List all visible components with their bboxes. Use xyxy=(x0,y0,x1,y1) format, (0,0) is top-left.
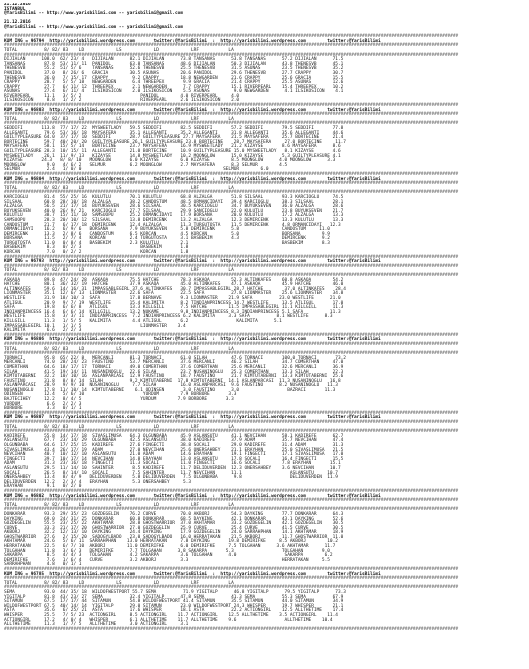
section-separator: ########################################################################################################################################################################## xyxy=(4,254,459,260)
table-row: GUILTYPLEASURE 28.3 10/ 15/ 11 ALLEGANTI 21.0 BORTECINE 10.9 GUILTYPLEASURE 15.0 MYSWEETLADY 8.1 KIZAYSE 4.6 xyxy=(4,149,341,154)
section-separator: ########################################################################################################################################################################## xyxy=(4,498,459,504)
table-row: ILSIKOSICON 8.8 1/ 2/ 2 RIVERPEARL 2.6 ILSIKOSICON 2.0 xyxy=(4,98,240,104)
table-row: GUILTYPLEASURE 64.0 37/ 17/ 10 SEDDIFI 28.7 GUILTYPLEASURE 27.7 MAYSAFERA 21.5 MAYSAFERA 25.7 BORTECINE 21.4 xyxy=(4,135,344,141)
table-row: ASLANPARCASI 28.9 9/ 9/ 10 NUSANINOGLU 7.7 SILAH 16.0 ASLANPARCASI 9.6 FAUSTINO 8.2 NUSANINOGLU 11.3 xyxy=(4,383,338,389)
section-separator: ########################################################################################################################################################################## xyxy=(4,585,459,591)
table-row: COMERTHAN 64.6 18/ 17/ 17 TORNACI 49.0 COMERTHAN 37.6 COMERTHAN 25.6 MERCANLI 32.6 MERCANLI 36.9 xyxy=(4,364,344,370)
table-row: KIMTUTABERNI 32.2 10/ 10/ 16 ASLANPARCASI 12.9 FAUSTINO 18.7 FAUSTINO 21.7 KIMTUTABERNI 13.3 KIMTUTABERNI 25.6 xyxy=(4,374,344,380)
table-row: GOZDEGELIN 55.5 23/ 25/ 22 AKHTAMAR 28.8 GHOSTWARRIOR 37.0 AKHTAMAR 33.2 GOZDEGELIN 42.1 GOZDEGELIN 30.5 xyxy=(4,521,344,527)
table-row: NUSANINOGLU 17.8 11/ 10/ 14 KIMTUTABERNI 6.1 ODINSEN 3.0 FAUSTINO 3.0 BAZRACI 11.3 xyxy=(4,387,336,393)
table-row: ALZALGA 56.5 21/ 17/ 14 BUYUKSEVEN 28.6 SILSAAL 30.5 KARCIOGLU 34.7 BUYUKSEVEN 36.0 ALZALGA 28.6 xyxy=(4,204,344,210)
table-row: CRAPPY 28.7 5/ 5/ 18 NEWGARDEN 6.4 THREEPEX 9.9 GRACIA 21.4 CRAPPY 25.5 ASUNAS 12.6 xyxy=(4,80,344,86)
table-row: PANIDOL 37.0 8/ 26/ 6 GRACIA 30.5 ASUNAS 20.6 PANIDOL 29.6 THENESVB 27.7 CRAPPY 30.7 xyxy=(4,70,344,76)
section-separator: ########################################################################################################################################################################## xyxy=(4,576,459,582)
section-separator: ########################################################################################################################################################################## xyxy=(4,626,459,632)
section-separator: ########################################################################################################################################################################## xyxy=(4,420,459,426)
table-row: SILAH 41.5 19/ 14/ 11 NUSANINOGLU 22.6 SILAH 23.7 NUSANINOGLU 25.3 COMERTHAN 13.3 SILAH 22.3 xyxy=(4,369,344,375)
section-separator: ########################################################################################################################################################################## xyxy=(4,507,459,513)
table-row: ERAYHAN 9.1 0/ 2/ 0 xyxy=(4,484,82,490)
table-row: YURDUM 6.6 2/ 2/ 3 xyxy=(4,401,82,407)
table-row: DELIDUVERDEN 12.2 2/ 3/ 4 ERAYHAN 5.3 ONERSAHBEY 5.3 xyxy=(4,479,192,485)
table-row: KORCAN 7.0 0/ 2/ 2 KORCAN 1.8 xyxy=(4,250,189,256)
table-row: WILDOFWESTPORT 67.5 40/ 14/ 14 YIGITALP 29.0 SITAMUN 23.0 WILDOFWESTPORT 24.3 WHISPER 19.7 WHISPER 21.1 xyxy=(4,603,344,609)
table-row: AKHTAMAR 24.6 5/ 6/ 11 SARRAHPHAN 13.0 HERRATAKAN 7.8 DAYKING 19.8 DEMIRIFKE 8.5 AKBORJ 10.2 xyxy=(4,539,338,545)
table-row: KULUTLU 38.7 15/ 11/ 10 SAMSUOPU 25.2 ORMANCIDAYI 17.9 BORSANA 20.0 KULUTLU 17.2 ALZALGA 13.3 xyxy=(4,213,344,219)
table-row: SAFA 19.8 6/ 6/ 8 ATLIGUL 13.3 KILLGILL 7.5 HATCHE 11.5 IMPASSABLEGIRL 11.1 KILLGILL 11.3 xyxy=(4,305,344,311)
section-separator: ########################################################################################################################################################################## xyxy=(4,103,459,109)
section-title: KUM ING = 96802 http://yarisbilimi.wordpress.com twitter:@YarisBilimi : http://yarisbilimi.wordpress.com twitter:@YarisBilimi xyxy=(4,493,381,499)
table-row: ATLIGUL 20.9 9/ 7/ 19 WESTLIFE 15.4 KALIMITA 8.2 TINDIANPRINCESS 14.7 WESTLIFE 13.5 ATLIGUL 17.0 xyxy=(4,300,344,306)
section-separator: ########################################################################################################################################################################## xyxy=(4,112,459,118)
section-separator: ########################################################################################################################################################################## xyxy=(4,34,459,40)
table-row: KALIMITA 6.6 2/ 2/ 3 xyxy=(4,328,82,334)
table-row: RIVERPEARL 11.1 3/ 5/ 2 PANIDOL 4.0 RIVERPEARL 4.0 xyxy=(4,93,240,99)
table-row: WESTLIFE 15.8 3/ 3/ 11 INDIANPRINCESS 7.2 INDIANPRINCESS 6.2 KALIMITA 3.3 SAFA 8.1 WESTLIFE 8.3 xyxy=(4,314,333,320)
header-line: 21.12.2016 xyxy=(4,20,31,26)
table-row: WESTLIFE 31.9 18/ 10/ 3 SAFA 17.8 BERNAVE 9.3 LIONMASTER 21.9 SAFA 23.0 WESTLIFE 21.0 xyxy=(4,296,341,301)
header-line: 21.12.2016 xyxy=(4,3,31,7)
table-row: KARCIOGLU 81.4 55/ 25/ 16 KULUTLU 70.1 KULUTLU 68.8 ALZALGA 51.8 SILSAAL 93.3 KARCIOGLU 74.5 xyxy=(4,194,344,200)
table-row: TURGUTOSTA 11.0 0/ 8/ 4 BASBEKIM 2.3 KULUTLU 2.1 BASBEKIM 8.3 xyxy=(4,240,330,246)
table-row: KILLGILL 11.3 1/ 5/ 5 KALIMITA 4.4 ATLIGUL 6.2 KALIMITA 5.1 xyxy=(4,318,282,324)
column-header: TOTAL 8/ 82/ 83 LD LS LD LRF LA xyxy=(4,424,234,430)
table-row: MOONGLOW 9.0 4/ 6/ 2 SELMUR 6.2 MOONGLOW 2.7 MAYSAFERA 8.3 SELMUR 4.5 xyxy=(4,162,288,168)
table-row: ODINSEN 12.4 5/ 6/ 10 YURDUM 7.9 BORBORE 3.3 xyxy=(4,392,237,398)
column-header: TOTAL 8/ 82/ 83 LD LS LD LRF LA xyxy=(4,346,234,352)
table-row: DAYKING 69.0 24/ 31/ 25 DONKARAR 60.8 DONKARAR 68.5 DAYKING 42.1 DONKARAR 43.1 DAYKING 52.6 xyxy=(4,516,344,522)
table-row: WHISPER 25.5 7/ 5/ 23 ACTIONGIRL 8.5 ACTIONGIRL 11.7 ACTIONGIRL 12.5 ALLTHETIME 3.5 ACTIONGIRL 11.4 xyxy=(4,612,338,618)
table-row: AKBORJ 32.2 12/ 13/ 10 DAYKING 24.4 DAYKING 17.9 GOZDEGELIN 24.0 SARRAHPHAN 14.1 AKHTAMAR 18.9 xyxy=(4,530,344,536)
table-row: LIONMASTER 35.1 12/ 6/ 13 LIONMASTER 22.6 SAFA 22.5 SAFA 27.8 LIONMASTER 25.6 LIONMASTER 34.8 xyxy=(4,291,344,297)
table-row: KIZAYSE 24.3 8/ 8/ 10 MOONGLOW 6.0 KIZAYSE 6.0 KIZAYSE 8.5 MOONGLOW 4.0 MOONGLOW 3.3 xyxy=(4,158,336,164)
column-header: TOTAL 8/ 82/ 83 LD LS LD LRF LA xyxy=(4,268,234,274)
table-row: SIVASLIMUSA 43.4 26/ 17/ 19 ADAM 27.0 NEVCIHAN 25.6 ONERSAHBEY 21.1 ERAYHAN 25.0 SIVASLIMUSA 21.5 xyxy=(4,447,344,453)
table-row: ORMANCIDAYI 16.2 6/ 9/ 6 BORSANA 7.9 BUYUKSEVEN 5.8 DEMIRCENK 5.8 CANDOSTUM 11.0 xyxy=(4,227,330,233)
table-row: BAJTECIHEY 12.2 8/ 4/ 5 YURDUM 7.9 BORBORE 3.3 xyxy=(4,397,234,403)
table-row: GHOSTWARRIOR 27.6 2/ 15/ 20 SADOGYLBADO 23.0 SADOGYLBADO 16.0 HERRATAKAN 21.5 AKBORJ 11.7 GHOSTWARRIOR 11.0 xyxy=(4,534,344,540)
column-header: TOTAL 8/ 82/ 83 LD LS LD LRF LA xyxy=(4,116,234,122)
table-row: ALTINKAFES 59.6 14/ 16/ 31 IMPASSABLEGIRL 37.6 ALTINKAFES 30.7 IMPASSABLEGIRL 28.7 HATCHE 37.0 ALTINKAFES 28.4 xyxy=(4,286,346,292)
header-line: @YarisBilimi -- http://www.yarisbilimi.com -- yarisbilimi@gmail.com xyxy=(4,24,183,30)
table-row: BUYUKSEVEN 40.0 26/ 9/ 21 KARCIOGLU 27.7 SILSAAL 29.9 SANCIOGLU 22.0 KULUTLU 23.8 BUYUKSEVEN 21.7 xyxy=(4,208,344,214)
table-row: CURVE 33.3 21/ 17/ 20 GHOSTWARRIOR 27.0 GOZDEGELIN 25.9 CURVE 25.4 CURVE 41.5 CURVE 30.5 xyxy=(4,525,344,531)
table-row: ALLTHETIME 11.3 1/ 7/ 5 ALLTHETIME 3.0 ACTIONGIRL 3.1 xyxy=(4,622,189,628)
section-title: KUM ING = 96793 http://yarisbilimi.wordpress.com twitter:@YarisBilimi : http://yarisbilimi.wordpress.com twitter:@YarisBilimi xyxy=(4,259,381,265)
section-title: KUM ING = 96807 http://yarisbilimi.wordpress.com twitter:@YarisBilimi : http://yarisbilimi.wordpress.com twitter:@YarisBilimi xyxy=(4,415,381,421)
table-row: ASUNAS 27.4 6/ 11/ 4 ILSIKOSICON 2.0 ILSIKOSICON 5.5 ASUNAS 9.0 NEWGARDEN 4.1 ILSIKOSICON 4.1 xyxy=(4,89,344,95)
table-row: DEMIRIFKE 7.6 1/ 6/ 4 CURVE 3.2 AKBORJ 3.3 HERRATAKAN 5.5 xyxy=(4,557,330,563)
table-row: FAUSTINO 31.8 8/ 8/ 14 SILAH 9.2 KIMTUTABERNI 17.8 KIMTUTABERNI 14.1 ASLANPARCASI 11.3 NUSANINOGLU 16.8 xyxy=(4,378,341,384)
table-row: FINGECTI 39.7 10/ 17/ 14 NEVCIHAN 14.8 ERAYHAN 13.0 ASLANSUTU 17.8 SOCALI 16.4 FINGECTI 15.5 xyxy=(4,456,344,462)
table-row: ASLANSUTU 67.7 23/ 14/ 29 OLGUNBABA 42.5 ASLANSUTU 38.0 KADIREFE 37.9 ADAM 35.7 NEVCIHAN 47.4 xyxy=(4,438,344,444)
table-row: SEDDIFI 113.8 77/ 17/ 22 MYSWEETLADY 59.5 SEDDIFI 82.5 SEDDIFI 57.2 SEDDIFI 79.5 SEDDIFI 77.8 xyxy=(4,126,344,132)
table-row: KADIREFE 55.8 14/ 17/ 18 SIVASLIMUSA 64.3 OLGUNBABA 45.9 ASLANSUTU 41.1 NEVCIHAN 58.1 KADIREFE 62.7 xyxy=(4,433,344,439)
table-row: YIGITALP 81.8 43/ 23/ 27 SEMA 32.4 YIGITALP 47.8 SEMA 41.3 SEMA 55.3 SEMA 67.9 xyxy=(4,594,344,600)
table-row: ONERSAHBEY 13.4 8/ 4/ 9 DELIDUVERDEN 5.8 DELIDUVERDEN 7.5 OLGUNBABA 9.8 DELIDUVERDEN 11.9 xyxy=(4,475,338,481)
section-separator: ########################################################################################################################################################################## xyxy=(4,190,459,196)
table-row: CRAPPY 27.7 6/ 11/ 12 THREEPEX 2.1 NEWGARDEN 7.7 CRAPPY 15.1 RIVERPEARL 15.4 THREEPEX 10.2 xyxy=(4,84,344,90)
column-header: TOTAL 8/ 82/ 83 LD LS LD LRF LA xyxy=(4,47,234,53)
results-document xyxy=(4,3,525,632)
header-line: @YarisBilimi -- http://www.yarisbilimi.com -- yarisbilimi@gmail.com xyxy=(4,11,183,17)
table-row: OLGUNBABA 64.6 17/ 25/ 15 KADIREFE 27.6 FINGECTI 38.8 SOCALI 29.0 KADIREFE 31.4 ADAM 31.3 xyxy=(4,443,344,448)
table-row: SAKARPA 8.5 4/ 4/ 3 TOLGAHAN 4.2 SAKARPA 3.6 TOLGAHAN 4.0 SAKARPA 6.2 xyxy=(4,553,333,559)
table-row: THENESVB 36.0 7/ 15/ 17 CRAPPY 9.2 CRAPPY 18.8 NEWGARDEN 21.6 CRAPPY 25.6 GRACIA 15.5 xyxy=(4,75,344,81)
table-row: NEVCIHAN 40.7 10/ 12/ 10 ASLANSUTU 21.0 ADAM 14.6 ERAYHAN 19.1 FINGECTI 17.1 SIVASLIMUSA 17.0 xyxy=(4,452,344,458)
table-row: BORTECINE 59.7 40/ 20/ 20 GUILTYPLEASURE 26.1 GUILTYPLEASURE 23.8 BORTECINE 28.7 MAYSAFERA 27.0 BORTECINE 11.7 xyxy=(4,139,346,145)
table-row: CANDOSTUM 21.7 6/ 17/ 18 DEMIRCENK 12.4 ALZALGA 11.3 TURGUTOSTA 11.5 DEMIRCENK 4.8 ORMANCIDAYI 12.3 xyxy=(4,222,341,228)
section-separator: ########################################################################################################################################################################## xyxy=(4,181,459,187)
section-separator: ########################################################################################################################################################################## xyxy=(4,410,459,416)
table-row: DIJIALAN 108.0 62/ 23/ 4 DIJIALAN 82.1 DIJIALAN 73.8 TANSANAS 53.8 TANSANAS 57.2 DIJIALAN 71.5 xyxy=(4,57,344,63)
table-row: BORSANA 11.5 2/ 7/ 4 KORCAN 2.4 TURGUTOSTA 3.1 BASBEKIM 4.3 DEMIRCENK 9.2 xyxy=(4,236,330,242)
table-row: MYSWEETLADY 26.1 11/ 9/ 13 KIZAYSE 14.8 MYSWEETLADY 10.2 MOONGLOW 15.0 KIZAYSE 5.3 GUILTYPLEASURE 4.1 xyxy=(4,153,341,159)
section-separator: ########################################################################################################################################################################## xyxy=(4,488,459,494)
table-row: SAMSUOPU 28.3 20/ 10/ 12 SILSAAL 13.8 DEMIRCENK 13.2 ALZALGA 12.3 DEMIRCENK 13.3 KULUTLU 13.3 xyxy=(4,217,344,223)
table-row: ASKAQA 89.8 47/ 24/ 28 ASKAQA 75.5 HATCHE 78.3 ASKAQA 52.3 ALTINKAFES 60.8 ASKAQA 54.2 xyxy=(4,277,344,283)
table-row: HERRATAKAN 22.5 6/ 7/ 10 AKBORJ 11.0 DEMIRIFKE 6.0 DEMIRIFKE 7.5 TOLGAHAN 3.6 AKHTAMAR 11.7 xyxy=(4,544,336,550)
table-row: ASTA 35.6 6/ 25/ 21 ASTA 17.6 WHISPER 18.1 ASTA 22.2 ACTIONGIRL 12.5 ALLTHETIME 17.4 xyxy=(4,608,344,614)
table-row: TORNACI 95.8 65/ 22/ 8 MERCANLI 81.3 TORNACI 61.0 SILAH 47.6 TORNACI 100.0 TORNACI 73.2 xyxy=(4,355,346,361)
table-row: ADAM 31.3 23/ 16/ 18 FINGECTI 11.3 SOCALI 11.0 FINGECTI 16.6 SOCALI 7.8 ERAYHAN 15.1 xyxy=(4,461,341,467)
table-row: TOLGAHAN 11.8 3/ 6/ 3 DEMIRIFKE 7.7 TOLGAHAN 3.8 SAKARPA 5.3 TOLGAHAN 9.0 xyxy=(4,548,330,554)
section-title: KUM ING = 96785 http://yarisbilimi.wordpress.com twitter:@YarisBilimi : http://yarisbilimi.wordpress.com twitter:@YarisBilimi xyxy=(4,571,381,577)
column-header: TOTAL 8/ 82/ 83 LD LS LD LRF LA xyxy=(4,185,234,191)
table-row: SEMA 93.0 44/ 35/ 18 WILDOFWESTPORT 55.7 SEMA 71.9 YIGITALP 46.8 YIGITALP 79.5 YIGITALP 73.3 xyxy=(4,590,346,595)
section-separator: ########################################################################################################################################################################## xyxy=(4,43,459,49)
table-row: BASBEKIM 8.3 0/ 2/ 3 BASBEKIM 1.8 xyxy=(4,245,189,251)
table-row: ACTIONGIRL 17.2 4/ 0/ 4 WHISPER 6.1 ALLTHETIME 11.7 ALLTHETIME 9.6 ALLTHETIME 10.4 xyxy=(4,617,333,623)
section-separator: ########################################################################################################################################################################## xyxy=(4,263,459,269)
section-separator: ########################################################################################################################################################################## xyxy=(4,341,459,347)
table-row: INDIANPRINCESS 16.4 6/ 6/ 14 KILLGILL 13.2 NUKAME 9.8 INDIANPRINCESS 8.3 INDIANPRINCESS 5.1 SAFA 11.3 xyxy=(4,309,341,315)
table-row: SILSAAL 60.8 28/ 10/ 18 ALZALGA 38.2 CANDOSTUM 48.5 ORMANCIDAYI 39.4 KARCIOGLU 38.3 SILSAAL 28.1 xyxy=(4,199,344,205)
table-row: MERCANLI 74.0 28/ 24/ 23 FAUSTINO 53.7 MERCANLI 37.6 MERCANLI 46.2 SILAH 34.7 COMERTHAN 47.0 xyxy=(4,360,344,366)
section-title: KUM ING = 96803 http://yarisbilimi.wordpress.com twitter:@YarisBilimi : http://yarisbilimi.wordpress.com twitter:@YarisBilimi xyxy=(4,107,381,113)
table-row: THENESVB 55.2 51/ 5/ 6 TANSANAS 52.6 THENESVB 25.5 THENESVB 31.5 ASUNAS 23.5 THENESVB 35.2 xyxy=(4,66,344,72)
section-separator: ########################################################################################################################################################################## xyxy=(4,121,459,127)
table-row: SARRAHPHAN 4.8 0/ 1/ 1 xyxy=(4,562,82,568)
table-row: BORBORE 3.3 0/ 1/ 1 xyxy=(4,406,82,412)
section-separator: ########################################################################################################################################################################## xyxy=(4,567,459,573)
table-row: ASLANSUTU 29.5 11/ 14/ 10 SAHINTER 8.5 KADIREFE 11.7 DELIDUVERDEN 12.3 ONERSAHBEY 3.6 NEVCIHAN 10.7 xyxy=(4,465,341,471)
table-row: MAYSAFERA 58.1 15/ 5/ 14 BORTECINE 23.7 MAYSAFERA 16.9 MYSWEETLADY 21.2 KIZAYSE 8.6 MAYSAFERA 8.6 xyxy=(4,144,341,150)
section-separator: ########################################################################################################################################################################## xyxy=(4,351,459,357)
table-row: DONKARAR 93.3 29/ 35/ 23 GOZDEGELIN 76.2 CURVE 70.0 AKBORJ 54.3 DAYKING 77.7 DONKARAR 64.3 xyxy=(4,511,344,517)
section-separator: ########################################################################################################################################################################## xyxy=(4,171,459,177)
table-row: SITAMUN 67.5 17/ 17/ 44 SITAMUN 54.8 WILDOFWESTPORT 41.4 SITAMUN 35.5 SITAMUN 44.0 SITAMUN 34.9 xyxy=(4,599,344,605)
table-row: SELMUR 2.4 1/ 0/ 0 SELMUR 6.0 xyxy=(4,167,269,173)
section-separator: ########################################################################################################################################################################## xyxy=(4,332,459,338)
header-line: ISTANBUL xyxy=(4,6,26,12)
table-row: ALLEGANTI 79.6 53/ 16/ 18 MAYSAFERA 35.1 ALLEGANTI 35.2 ALLEGANTI 31.8 ALLEGANTI 35.6 ALLEGANTI 44.6 xyxy=(4,130,344,136)
section-separator: ########################################################################################################################################################################## xyxy=(4,273,459,279)
table-row: DEMIRCENK 13.3 2/ 8/ 6 CANDOSTUM 6.5 KORCAN 4.5 KORCAN 5.0 BORSANA 9.9 xyxy=(4,231,330,237)
section-separator: ########################################################################################################################################################################## xyxy=(4,52,459,58)
section-title: KUM ING = 96794 http://yarisbilimi.wordpress.com twitter:@YarisBilimi : http://yarisbilimi.wordpress.com twitter:@YarisBilimi xyxy=(4,38,381,44)
section-title: KUM ING = 96804 http://yarisbilimi.wordpress.com twitter:@YarisBilimi : http://yarisbilimi.wordpress.com twitter:@YarisBilimi xyxy=(4,176,381,182)
table-row: HATCHE 80.1 36/ 32/ 19 HATCHE 37.9 ASKAQA 45.0 ALTINKAFES 47.1 ASKAQA 45.9 HATCHE 46.0 xyxy=(4,282,344,288)
section-title: KUM ING = 96806 http://yarisbilimi.wordpress.com twitter:@YarisBilimi : http://yarisbilimi.wordpress.com twitter:@YarisBilimi xyxy=(4,337,381,343)
column-header: TOTAL 8/ 82/ 83 LD LS LD LRF LA xyxy=(4,580,234,586)
column-header: TOTAL 8/ 82/ 83 LD LS LD LRF LA xyxy=(4,502,234,508)
table-row: TANSANAS 87.8 53/ 11/ 11 PANIDOL 63.8 TANSANAS 48.6 DIJIALAN 50.3 DIJIALAN 43.8 THENESVB 45.1 xyxy=(4,61,344,67)
section-separator: ########################################################################################################################################################################## xyxy=(4,429,459,435)
table-row: SOCALI 26.5 8/ 14/ 10 SOCALI 7.5 SAHINTER 11.7 NEVCIHAN 11.1 ASLANSUTU 10.7 xyxy=(4,470,338,476)
table-row: IMPASSABLEGIRL 10.1 1/ 1/ 5 LIONMASTER 3.4 xyxy=(4,323,186,329)
